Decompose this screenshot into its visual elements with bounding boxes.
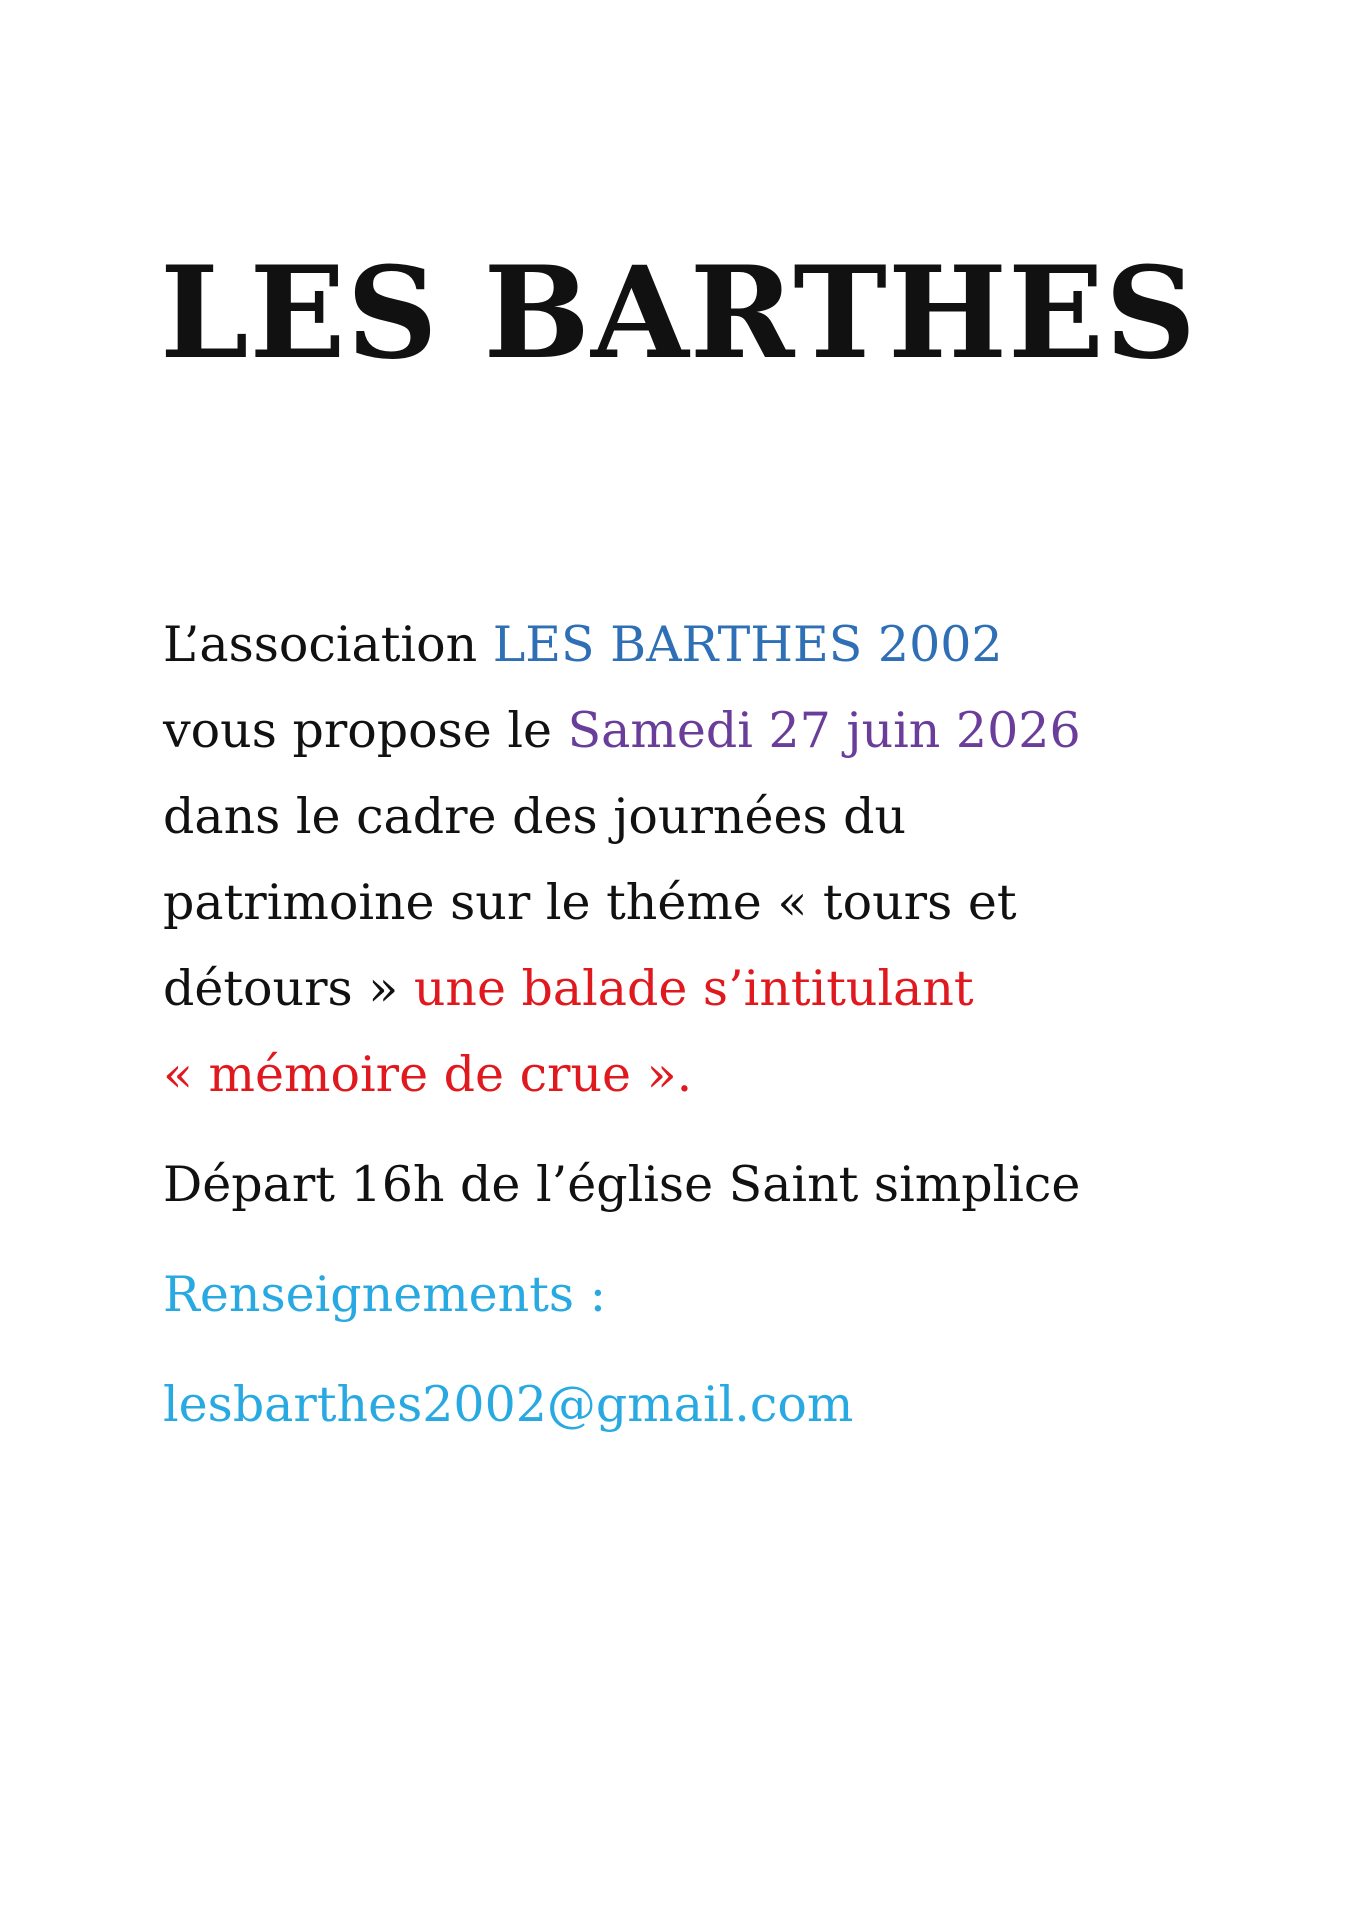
contact-email-link[interactable]: lesbarthes2002@gmail.com	[163, 1376, 854, 1433]
association-prefix: L’association	[163, 616, 493, 673]
announcement-line-2	[163, 688, 1293, 774]
contact-label: Renseignements :	[163, 1266, 607, 1323]
announcement-line-4: patrimoine sur le théme « tours et	[163, 874, 1017, 931]
balade-title: « mémoire de crue ».	[163, 1046, 693, 1103]
theme-end: détours »	[163, 960, 414, 1017]
announcement-line-1	[163, 602, 1293, 688]
association-name: LES BARTHES 2002	[492, 616, 1003, 673]
event-date: Samedi 27 juin 2026	[567, 702, 1081, 759]
announcement-line-3: dans le cadre des journées du	[163, 788, 907, 845]
flyer-title: LES BARTHES	[159, 239, 1198, 387]
announcement-paragraph	[163, 602, 1293, 1118]
proposal-prefix: vous propose le	[163, 702, 568, 759]
balade-intro: une balade s’intitulant	[413, 960, 974, 1017]
departure-info: Départ 16h de l’église Saint simplice	[163, 1156, 1081, 1213]
announcement-line-5	[163, 946, 1293, 1032]
